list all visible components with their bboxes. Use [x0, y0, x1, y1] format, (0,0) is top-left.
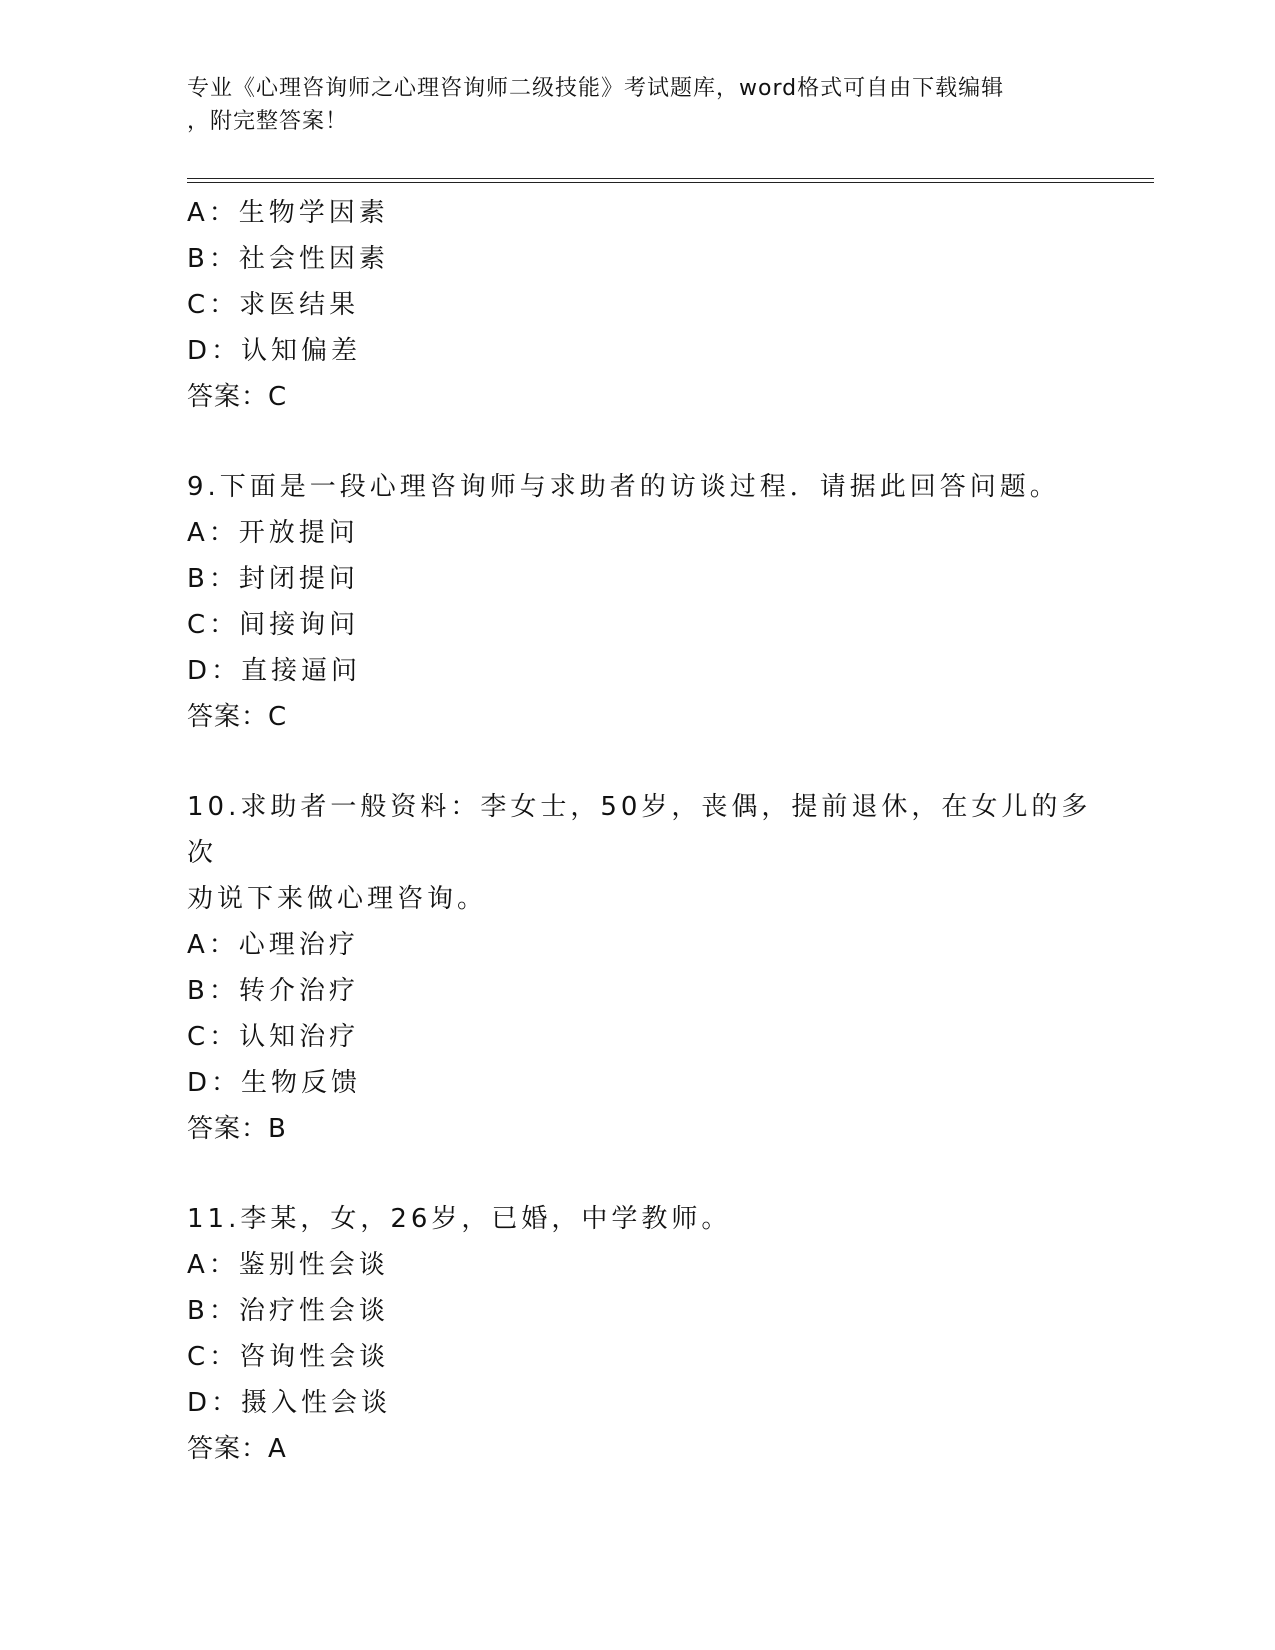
option-a: A：鉴别性会谈 — [187, 1250, 389, 1280]
question-9 — [187, 464, 1107, 740]
option-b: B：社会性因素 — [187, 244, 389, 274]
document-header — [187, 72, 1087, 138]
question-stem: 11.李某，女，26岁，已婚，中学教师。 — [187, 1204, 732, 1234]
question-8-continued — [187, 190, 1107, 420]
option-d: D：摄入性会谈 — [187, 1388, 392, 1418]
header-rule — [187, 178, 1154, 179]
spacer — [187, 1152, 1107, 1196]
question-stem-line-2: 劝说下来做心理咨询。 — [187, 884, 488, 914]
option-b: B：治疗性会谈 — [187, 1296, 389, 1326]
question-stem: 9.下面是一段心理咨询师与求助者的访谈过程．请据此回答问题。 — [187, 472, 1060, 502]
option-a: A：开放提问 — [187, 518, 359, 548]
option-d: D：直接逼问 — [187, 656, 362, 686]
option-d: D：生物反馈 — [187, 1068, 362, 1098]
answer: 答案：C — [187, 702, 288, 732]
question-10 — [187, 784, 1107, 1152]
option-b: B：封闭提问 — [187, 564, 359, 594]
option-c: C：认知治疗 — [187, 1022, 360, 1052]
spacer — [187, 420, 1107, 464]
answer: 答案：A — [187, 1434, 287, 1464]
question-stem-line-1: 10.求助者一般资料：李女士，50岁，丧偶，提前退休，在女儿的多次 — [187, 792, 1092, 868]
question-11 — [187, 1196, 1107, 1472]
option-c: C：间接询问 — [187, 610, 360, 640]
header-line-1: 专业《心理咨询师之心理咨询师二级技能》考试题库，word格式可自由下载编辑 — [187, 76, 1005, 101]
header-rule-second — [187, 182, 1154, 183]
option-a: A：生物学因素 — [187, 198, 389, 228]
spacer — [187, 740, 1107, 784]
header-line-2: ，附完整答案！ — [187, 109, 349, 134]
option-d: D：认知偏差 — [187, 336, 362, 366]
option-c: C：咨询性会谈 — [187, 1342, 390, 1372]
document-body — [187, 190, 1107, 1472]
answer: 答案：B — [187, 1114, 287, 1144]
answer: 答案：C — [187, 382, 288, 412]
option-c: C：求医结果 — [187, 290, 360, 320]
option-b: B：转介治疗 — [187, 976, 359, 1006]
option-a: A：心理治疗 — [187, 930, 359, 960]
